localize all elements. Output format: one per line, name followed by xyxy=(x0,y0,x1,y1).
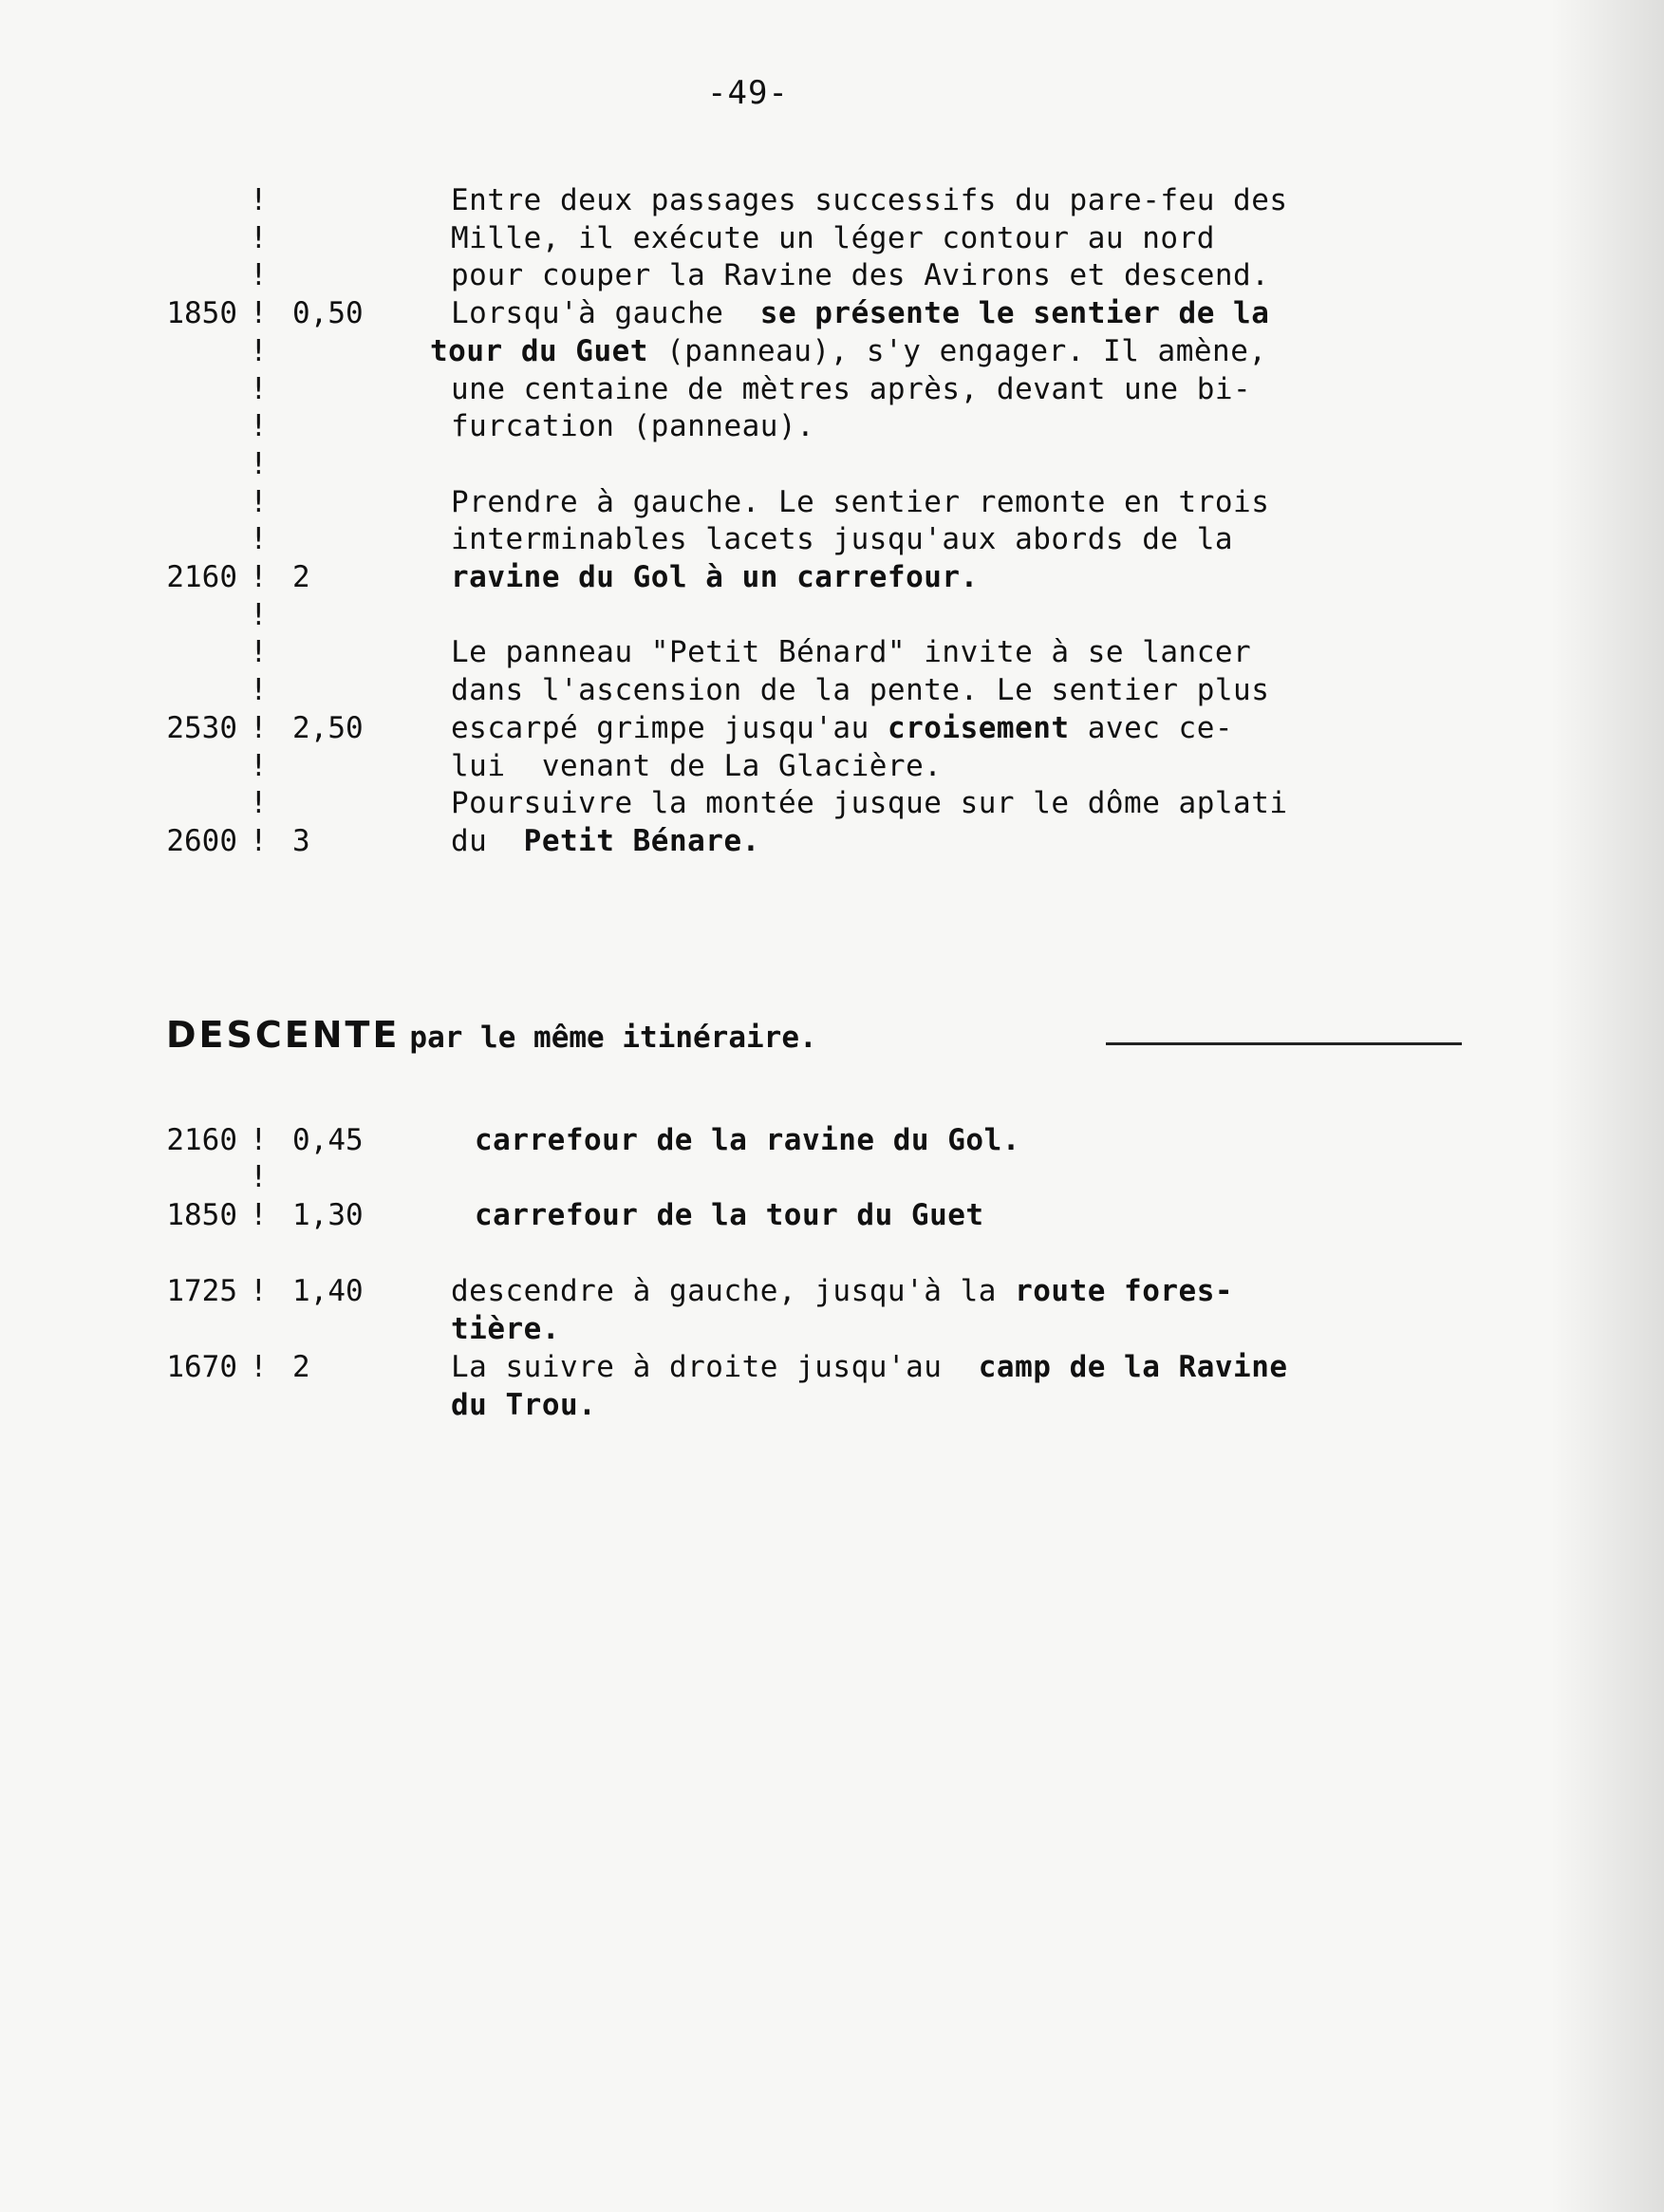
altitude-cell: 1670 xyxy=(166,1350,237,1384)
separator-mark: ! xyxy=(250,1198,268,1232)
table-row xyxy=(0,447,1519,485)
separator-mark: ! xyxy=(250,711,268,745)
separator-mark: ! xyxy=(250,1350,268,1384)
separator-mark: ! xyxy=(250,183,268,217)
page-edge-shadow xyxy=(1550,0,1664,2212)
table-row xyxy=(0,258,1519,296)
time-cell: 0,45 xyxy=(292,1123,364,1157)
description-cell: Entre deux passages successifs du pare-feu des xyxy=(451,183,1288,217)
separator-mark: ! xyxy=(250,221,268,255)
table-row xyxy=(0,334,1519,372)
time-cell: 2 xyxy=(292,560,310,594)
description-cell: descendre à gauche, jusqu'à la route fores- xyxy=(451,1274,1234,1308)
emphasis-text: tière. xyxy=(451,1312,560,1346)
time-cell: 1,30 xyxy=(292,1198,364,1232)
descente-subtitle: par le même itinéraire. xyxy=(409,1021,817,1055)
altitude-cell: 2160 xyxy=(166,560,237,594)
emphasis-text: tour du Guet xyxy=(430,334,648,368)
separator-mark: ! xyxy=(250,560,268,594)
emphasis-text: du Trou. xyxy=(451,1388,597,1422)
description-cell xyxy=(451,560,979,594)
description-cell: interminables lacets jusqu'aux abords de la xyxy=(451,522,1234,556)
description-cell: Mille, il exécute un léger contour au nord xyxy=(451,221,1215,255)
separator-mark: ! xyxy=(250,786,268,820)
separator-mark: ! xyxy=(250,749,268,783)
time-cell: 3 xyxy=(292,824,310,858)
description-cell: carrefour de la ravine du Gol. xyxy=(475,1123,1020,1157)
emphasis-text: camp de la Ravine xyxy=(978,1350,1288,1384)
emphasis-text: ravine du Gol à un carrefour. xyxy=(451,560,979,594)
page-number: -49- xyxy=(707,74,789,112)
table-row xyxy=(0,749,1519,787)
separator-mark: ! xyxy=(250,522,268,556)
altitude-cell: 2530 xyxy=(166,711,237,745)
separator-mark: ! xyxy=(250,1123,268,1157)
table-row xyxy=(0,296,1519,334)
emphasis-text: croisement xyxy=(887,711,1070,745)
separator-mark: ! xyxy=(250,824,268,858)
table-row xyxy=(0,1350,1519,1388)
table-row xyxy=(0,183,1519,221)
separator-mark: ! xyxy=(250,447,268,481)
table-row xyxy=(0,522,1519,560)
table-row xyxy=(0,786,1519,824)
emphasis-text: route fores- xyxy=(1015,1274,1234,1308)
table-row xyxy=(0,1198,1519,1236)
table-row xyxy=(0,560,1519,598)
description-cell xyxy=(451,1312,560,1346)
emphasis-text: se présente le sentier de la xyxy=(759,296,1270,330)
table-row xyxy=(0,1274,1519,1312)
description-cell: une centaine de mètres après, devant une bi- xyxy=(451,372,1252,406)
description-cell: escarpé grimpe jusqu'au croisement avec ce- xyxy=(451,711,1234,745)
description-cell: tour du Guet (panneau), s'y engager. Il amène, xyxy=(430,334,1267,368)
altitude-cell: 1850 xyxy=(166,296,237,330)
table-row xyxy=(0,221,1519,259)
description-cell: dans l'ascension de la pente. Le sentier plus xyxy=(451,673,1270,707)
separator-mark: ! xyxy=(250,409,268,443)
table-row xyxy=(0,1312,1519,1350)
separator-mark: ! xyxy=(250,372,268,406)
descente-title: DESCENTE xyxy=(166,1014,401,1056)
altitude-cell: 2160 xyxy=(166,1123,237,1157)
table-row xyxy=(0,673,1519,711)
description-cell: Le panneau "Petit Bénard" invite à se lancer xyxy=(451,635,1252,669)
time-cell: 1,40 xyxy=(292,1274,364,1308)
separator-mark: ! xyxy=(250,334,268,368)
separator-mark: ! xyxy=(250,673,268,707)
altitude-cell: 1725 xyxy=(166,1274,237,1308)
description-cell: du Petit Bénare. xyxy=(451,824,760,858)
altitude-cell: 2600 xyxy=(166,824,237,858)
separator-mark: ! xyxy=(250,296,268,330)
heading-underline xyxy=(1106,1042,1462,1045)
separator-mark: ! xyxy=(250,1160,268,1194)
separator-mark: ! xyxy=(250,485,268,519)
table-row xyxy=(0,824,1519,862)
time-cell: 2 xyxy=(292,1350,310,1384)
description-cell: pour couper la Ravine des Avirons et descend. xyxy=(451,258,1270,292)
table-row xyxy=(0,1123,1519,1161)
table-row xyxy=(0,711,1519,749)
description-cell: Prendre à gauche. Le sentier remonte en trois xyxy=(451,485,1270,519)
separator-mark: ! xyxy=(250,598,268,632)
time-cell: 0,50 xyxy=(292,296,364,330)
table-row xyxy=(0,485,1519,523)
separator-mark: ! xyxy=(250,258,268,292)
time-cell: 2,50 xyxy=(292,711,364,745)
description-cell: La suivre à droite jusqu'au camp de la Ravine xyxy=(451,1350,1288,1384)
emphasis-text: Petit Bénare. xyxy=(523,824,760,858)
table-row xyxy=(0,598,1519,636)
separator-mark: ! xyxy=(250,1274,268,1308)
description-cell: carrefour de la tour du Guet xyxy=(475,1198,984,1232)
table-row xyxy=(0,635,1519,673)
description-cell: Lorsqu'à gauche se présente le sentier de la xyxy=(451,296,1270,330)
altitude-cell: 1850 xyxy=(166,1198,237,1232)
table-row xyxy=(0,372,1519,410)
description-cell xyxy=(451,1388,596,1422)
description-cell: furcation (panneau). xyxy=(451,409,815,443)
descente-heading xyxy=(166,1014,817,1056)
description-cell: lui venant de La Glacière. xyxy=(451,749,943,783)
table-row xyxy=(0,409,1519,447)
table-row xyxy=(0,1388,1519,1426)
separator-mark: ! xyxy=(250,635,268,669)
description-cell: Poursuivre la montée jusque sur le dôme aplati xyxy=(451,786,1288,820)
table-row xyxy=(0,1160,1519,1198)
